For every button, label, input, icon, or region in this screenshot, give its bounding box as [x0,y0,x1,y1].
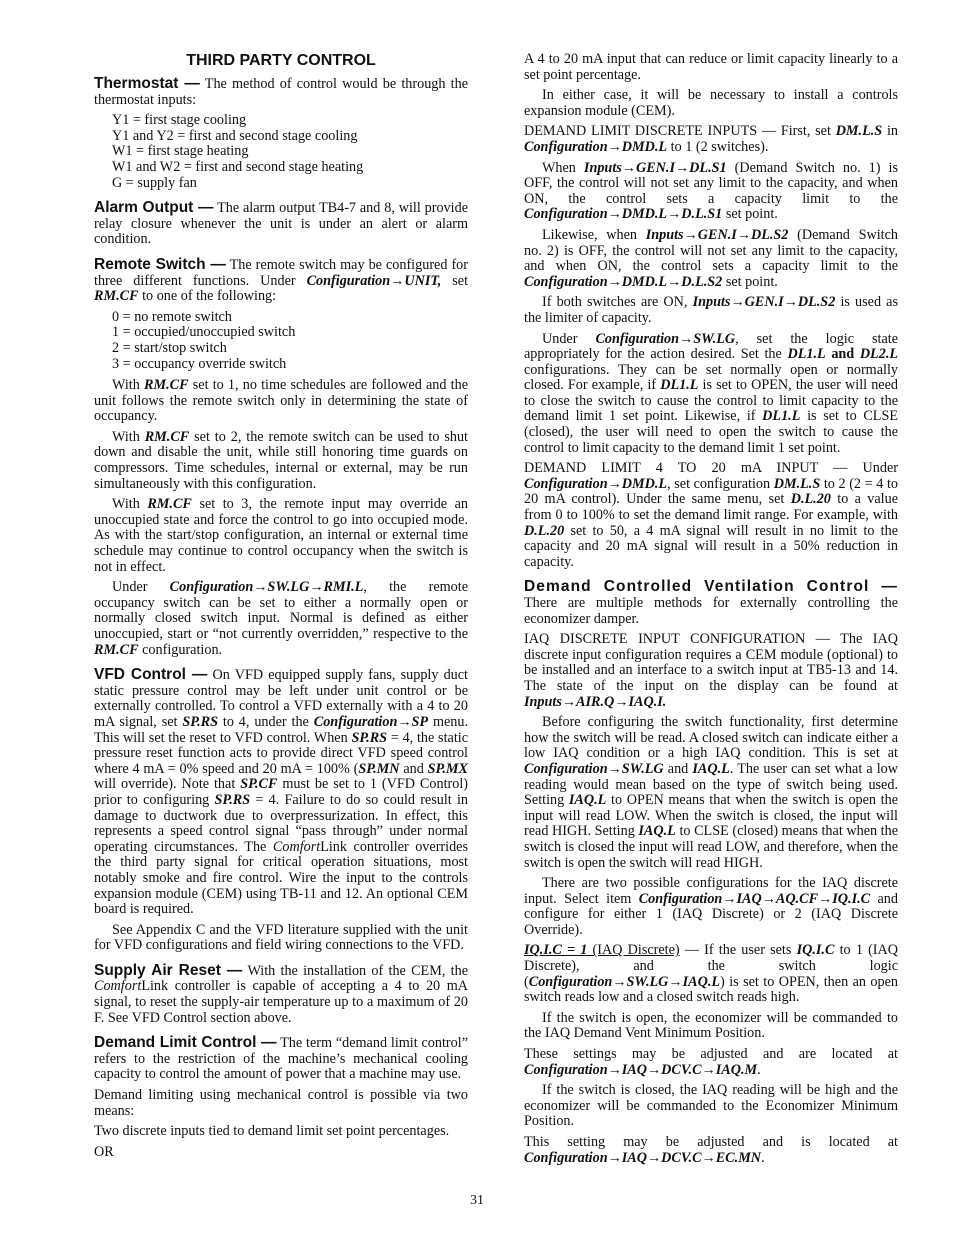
remote-switch-option-list [112,310,468,372]
list-item: W1 = first stage heating [112,143,249,160]
body-paragraph: OR [94,1143,114,1160]
body-paragraph: If the switch is open, the economizer will be commanded to the IAQ Demand Vent Minimum Position. [524,1009,898,1042]
body-paragraph: Under Configuration→SW.LG, set the logic state appropriately for the action desired. Set the DL1.L and DL2.L configurations. They can be set normally open or normally closed. For example, if DL1.L is set to OPEN, the user will need to close the switch to cause the control to limit capacity to the demand limit 1 set point. Likewise, if DL1.L is set to CLSE (closed), the user will need to open the switch to cause the control to limit capacity to the demand limit 1 set point. [524,330,899,456]
body-paragraph: Under Configuration→SW.LG→RMI.L, the remote occupancy switch can be set to either a normally open or normally closed switch input. Normal is defined as either unoccupied, start or “not currently overridden,” respective to the RM.CF configuration. [94,579,468,658]
alarm-output-paragraph: Alarm Output — The alarm output TB4-7 and 8, will provide relay closure whenever the unit is under an alert or alarm condition. [94,199,468,248]
list-item: Y1 = first stage cooling [112,112,247,129]
supply-air-reset-paragraph: Supply Air Reset — With the installation of the CEM, the ComfortLink controller is capable of accepting a 4 to 20 mA signal, to reset the supply-air temperature up to a maximum of 20 F. See VFD Control section above. [94,961,468,1026]
body-paragraph: With RM.CF set to 2, the remote switch can be used to shut down and disable the unit, while still honoring time guards on compressors. Time schedules, internal or external, may be run simultaneously with this configuration. [94,428,468,492]
body-paragraph: IQ.I.C = 1 (IAQ Discrete) — If the user sets IQ.I.C to 1 (IAQ Discrete), and the switch logic (Configuration→SW.LG→IAQ.L) is set to OPEN, then an open switch reads low and a closed switch reads high. [524,942,899,1006]
body-paragraph: DEMAND LIMIT 4 TO 20 mA INPUT — Under Configuration→DMD.L, set configuration DM.L.S to 2 (2 = 4 to 20 mA control). Under the same menu, set D.L.20 to a value from 0 to 100% to set the demand limit range. For example, with D.L.20 set to 50, a 4 mA signal will result in no limit to the capacity and 20 mA signal will result in a 50% reduction in capacity. [524,460,899,570]
body-paragraph: See Appendix C and the VFD literature supplied with the unit for VFD configurations and field wiring connections to the VFD. [94,921,468,954]
list-item: G = supply fan [112,174,197,191]
body-paragraph: If the switch is closed, the IAQ reading will be high and the economizer will be commanded to the Economizer Minimum Position. [524,1082,898,1130]
thermostat-input-list [112,113,468,191]
thermostat-heading: Thermostat — [94,75,200,92]
supply-air-reset-heading: Supply Air Reset — [94,961,243,979]
list-item: W1 and W2 = first and second stage heating [112,158,364,175]
dcv-heading: Demand Controlled Ventilation Control — [524,578,898,596]
list-item: 2 = start/stop switch [112,339,227,356]
remote-switch-paragraph: Remote Switch — The remote switch may be configured for three different functions. Under Configuration→UNIT, set RM.CF to one of the following: [94,255,469,305]
demand-limit-paragraph: Demand Limit Control — The term “demand limit control” refers to the restriction of the machine’s mechanical cooling capacity to control the amount of power that a machine may use. [94,1034,468,1083]
list-item: 3 = occupancy override switch [112,355,287,372]
demand-limit-heading: Demand Limit Control — [94,1034,277,1052]
body-paragraph: DEMAND LIMIT DISCRETE INPUTS — First, set DM.L.S in Configuration→DMD.L to 1 (2 switches). [524,123,899,155]
body-paragraph: In either case, it will be necessary to install a controls expansion module (CEM). [524,87,898,119]
body-paragraph: Before configuring the switch functionality, first determine how the switch will be read. A closed switch can indicate either a low IAQ condition or a high IAQ condition. This is set at Configuration→SW.LG and IAQ.L. The user can set what a low reading would mean based on the type of switch being used. Setting IAQ.L to OPEN means that when the switch is open the input will read LOW. When the switch is closed, the input will read HIGH. Setting IAQ.L to CLSE (closed) means that when the switch is closed the input will read LOW, and therefore, when the switch is open the switch will read HIGH. [524,714,899,871]
body-paragraph: When Inputs→GEN.I→DL.S1 (Demand Switch no. 1) is OFF, the control will not set any limit to the capacity, and when ON, the control sets a capacity limit to the Configuration→DMD.L→D.L.S1 set point. [524,159,898,223]
body-paragraph: A 4 to 20 mA input that can reduce or limit capacity linearly to a set point percentage. [524,51,898,83]
vfd-control-heading: VFD Control — [94,666,208,684]
alarm-output-heading: Alarm Output — [94,199,214,217]
list-item: 0 = no remote switch [112,308,232,325]
body-paragraph: With RM.CF set to 3, the remote input may override an unoccupied state and force the control to go into occupied mode. As with the start/stop configuration, an internal or external time schedule may continue to control occupancy when the switch is not in effect. [94,496,469,575]
remote-switch-heading: Remote Switch — [94,255,226,273]
body-paragraph: Likewise, when Inputs→GEN.I→DL.S2 (Demand Switch no. 2) is OFF, the control will not set any limit to the capacity, and when ON, the control sets a capacity limit to the Configuration→DMD.L→D.L.S2 set point. [524,226,898,290]
thermostat-paragraph: Thermostat — The method of control would be through the thermostat inputs: [94,75,468,108]
list-item: 1 = occupied/unoccupied switch [112,324,296,341]
right-column [524,52,898,1171]
body-paragraph: Demand limiting using mechanical control is possible via two means: [94,1087,468,1119]
body-paragraph: Two discrete inputs tied to demand limit set point percentages. [94,1123,450,1140]
page-number: 31 [470,1193,484,1208]
left-column [94,52,468,1165]
body-paragraph: This setting may be adjusted and is located at Configuration→IAQ→DCV.C→EC.MN. [524,1134,898,1166]
body-paragraph: There are two possible configurations for the IAQ discrete input. Select item Configuration→IAQ→AQ.CF→IQ.I.C and configure for either 1 (IAQ Discrete) or 2 (IAQ Discrete Override). [524,875,898,938]
body-paragraph: These settings may be adjusted and are located at Configuration→IAQ→DCV.C→IAQ.M. [524,1046,898,1078]
section-title: THIRD PARTY CONTROL [186,52,376,69]
vfd-control-paragraph: VFD Control — On VFD equipped supply fans, supply duct static pressure control may be left under unit control or be externally controlled. To control a VFD externally with a 4 to 20 mA signal, set SP.RS to 4, under the Configuration→SP menu. This will set the reset to VFD control. When SP.RS = 4, the static pressure reset function acts to provide direct VFD speed control where 4 mA = 0% speed and 20 mA = 100% (SP.MN and SP.MX will override). Note that SP.CF must be set to 1 (VFD Control) prior to configuring SP.RS = 4. Failure to do so could result in damage to ductwork due to overpressurization. In effect, this represents a speed control signal “pass through” under normal operating circumstances. The ComfortLink controller overrides the third party signal for critical operation situations, most notably smoke and fire control. Wire the input to the controls expansion module (CEM) using TB-11 and 12. An optional CEM board is required. [94,666,469,918]
body-paragraph: IAQ DISCRETE INPUT CONFIGURATION — The IAQ discrete input configuration requires a CEM module (optional) to be installed and an interface to a switch input at TB5-13 and 14. The state of the input on the display can be found at Inputs→AIR.Q→IAQ.I. [524,631,898,710]
dcv-paragraph: Demand Controlled Ventilation Control — There are multiple methods for externally controlling the economizer damper. [524,578,898,627]
body-paragraph: If both switches are ON, Inputs→GEN.I→DL.S2 is used as the limiter of capacity. [524,294,899,326]
list-item: Y1 and Y2 = first and second stage cooling [112,127,358,144]
body-paragraph: With RM.CF set to 1, no time schedules are followed and the unit follows the remote switch only in determining the state of occupancy. [94,377,468,425]
